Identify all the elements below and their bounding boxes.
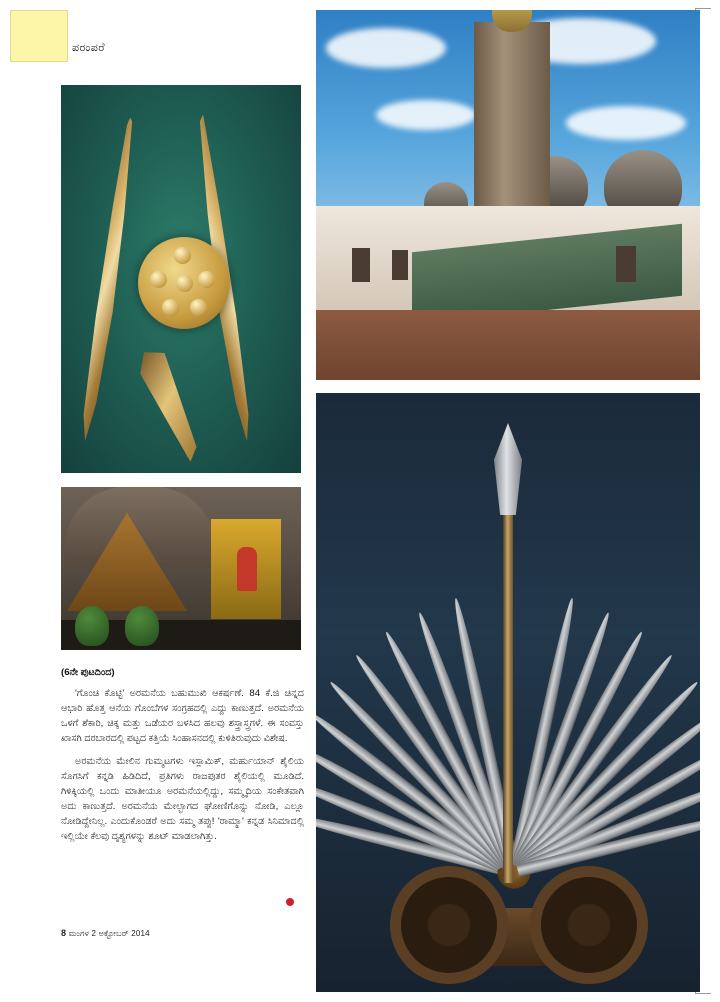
potted-plant-left [75, 606, 109, 646]
footer-issue-text: ಮಂಗಳ 2 ಅಕ್ಟೋಬರ್ 2014 [68, 929, 150, 938]
image-palace-rooftop-domes [316, 10, 700, 380]
potted-plant-right [125, 606, 159, 646]
cannon-wheel-right [530, 866, 648, 984]
masthead-title: ಪರಂಪರೆ [72, 42, 106, 54]
deity-figure [237, 547, 257, 591]
crop-mark-bottom-horizontal [695, 993, 711, 994]
image-fan-of-swords-display [316, 393, 700, 992]
terrace-floor [316, 310, 700, 380]
crop-mark-top-horizontal [695, 8, 711, 9]
cannon-wheel-left [390, 866, 508, 984]
continuation-note: (6ನೇ ಪುಟದಿಂದ) [61, 667, 115, 678]
clock-tower [474, 22, 550, 222]
page-footer [61, 928, 150, 939]
end-of-article-mark [286, 898, 294, 906]
image-temple-interior-shrine [61, 487, 301, 650]
footer-page-number: 8 [61, 928, 67, 938]
central-spear-pole [503, 453, 513, 883]
article-paragraph-1: 'ಗೊಂಚಿ ಕೊಟ್ಟಿ' ಅರಮನೆಯ ಬಹುಮುಖಿ ಆಕರ್ಷಣೆ. 84 ಕೆ.ಜಿ ಚಿನ್ನದ ಆಭಾರಿ ಹೊತ್ತ ಆನೆಯ ಗೊಂಬೆಗಳ ಸಂಗ್ರಹದಲ್ಲಿ ಎದ್ದು ಕಾಣುತ್ತದೆ. ಅರಮನೆಯ ಒಳಗೆ ಶೆಕಾರಿ, ಚಿಕ್ಕ ಮತ್ತು ಒಡೆಯರ ಬಳಸಿದ ಹಲವು ಶಸ್ತ್ರಾಸ್ತ್ರಗಳೆ. ಈ ಸಂವಸ್ತು ಖಾಸಗಿ ದರಬಾರದಲ್ಲಿ ಪಟ್ಟದ ಕತ್ತಿಯೆ ಸಿಂಹಾಸನದಲ್ಲಿ ಕುಳಿತಿರುವುದು ವಿಶೇಷ. [61, 688, 304, 744]
masthead-color-block [10, 10, 68, 62]
image-swords-on-green-board [61, 85, 301, 473]
article-paragraph-2: ಅರಮನೆಯ ಮೇಲಿನ ಗುಮ್ಮಟಗಳು ಇಸ್ಲಾಮಿಕ್, ಮರ್ಹುಯಾನ್ ಶೈಲಿಯ ಸೊಗಸಿಗೆ ಕನ್ನಡಿ ಹಿಡಿದಿದೆ, ಪ್ರತಿಗಳು ರಾಜಪುತರ ಶೈಲಿಯಲ್ಲಿ ಮೂಡಿದೆ. ಗಿಳಿಕ್ಕಿಯಲ್ಲಿ ಒಂದು ಮಾತೀಯೂ ಅರಮನೆಯಲ್ಲಿದ್ದು, ಸಮ್ಮೃದಿಯ ಸಂಕೇತವಾಗಿ ಅದು ಕಾಣುತ್ತದೆ. ಅರಮನೆಯ ಮೇಲ್ಭಾಗದ ಘೋಣಿಗೊನ್ನು ನೋಡಿ, ಎಲ್ಲೂ ನೋಡಿದ್ದೇನಿಲ್ಲ. ಎಂದುಕೊಂಡರೆ ಅದು ಸಮ್ಮ ತಪ್ಪು! 'ರಾಮ್ಮಾ' ಕನ್ನಡ ಸಿನಿಮಾದಲ್ಲಿ ಇಲ್ಲಿಯೇ ಕೆಲವು ದೃಶ್ಯಗಳನ್ನು ಶೂಟ್ ಮಾಡಲಾಗಿತ್ತು. [61, 756, 304, 842]
shield-boss [138, 237, 230, 329]
article-body [61, 665, 304, 852]
